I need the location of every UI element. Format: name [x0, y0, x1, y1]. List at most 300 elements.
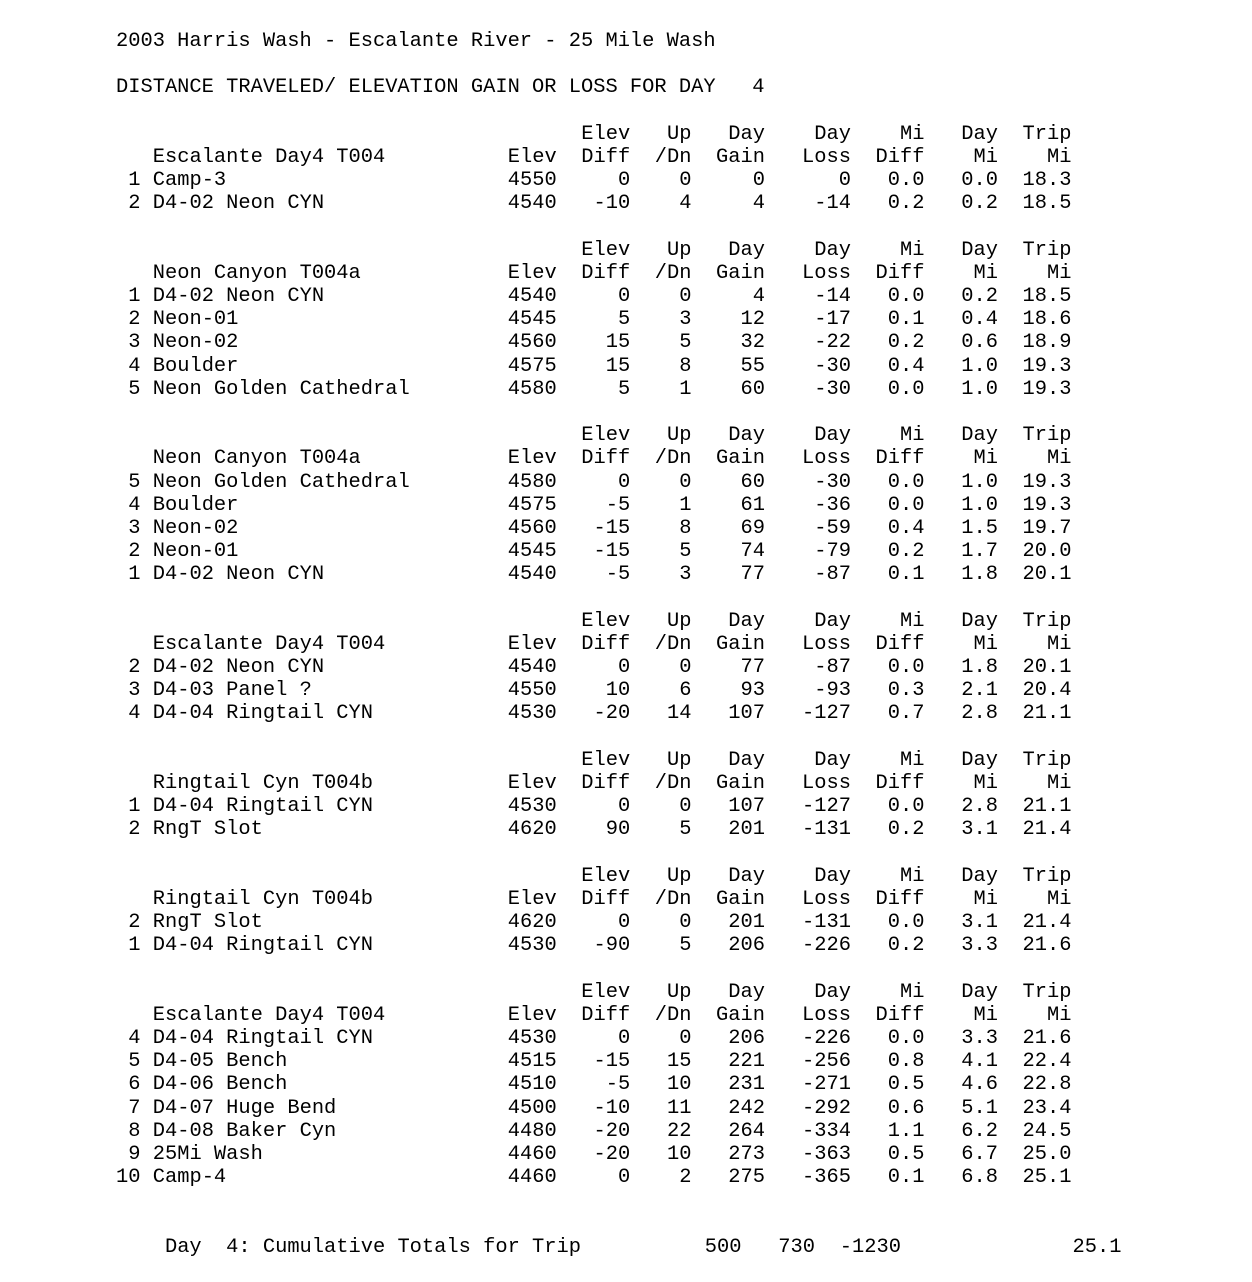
- row-trip-mi: 19.3: [1022, 493, 1072, 517]
- spacer: [116, 216, 1121, 239]
- header-bottom-label: Diff: [581, 145, 631, 169]
- table-row: [116, 517, 1121, 540]
- row-elev-diff: -20: [593, 702, 631, 726]
- header-bottom-label: Elev: [507, 145, 557, 169]
- row-day-mi: 1.7: [961, 540, 998, 564]
- row-mi-diff: 0.0: [887, 493, 925, 517]
- row-up-dn: 5: [679, 331, 692, 355]
- row-day-mi: 1.0: [961, 493, 998, 517]
- spacer: [116, 401, 1121, 424]
- row-trip-mi: 21.1: [1022, 795, 1072, 819]
- table-row: [116, 1027, 1121, 1050]
- row-trip-mi: 21.6: [1022, 1027, 1072, 1051]
- row-place: D4-04 Ringtail CYN: [152, 1027, 374, 1051]
- header-bottom-label: Diff: [581, 447, 631, 471]
- row-day-gain: 201: [728, 818, 765, 842]
- row-mi-diff: 0.1: [887, 1166, 925, 1190]
- header-top-label: Up: [667, 980, 692, 1004]
- row-day-loss: -256: [802, 1050, 851, 1074]
- row-day-gain: 60: [740, 377, 765, 401]
- section-name: Escalante Day4 T004: [152, 632, 386, 656]
- section-header-top: [116, 424, 1121, 447]
- row-mi-diff: 0.0: [887, 470, 925, 494]
- header-bottom-label: Gain: [716, 447, 765, 471]
- row-place: RngT Slot: [152, 818, 263, 842]
- row-elev-diff: -5: [605, 1073, 631, 1097]
- header-top-label: Trip: [1022, 980, 1072, 1004]
- row-elev: 4530: [507, 1027, 557, 1051]
- row-up-dn: 15: [667, 1050, 692, 1074]
- row-up-dn: 0: [679, 656, 692, 680]
- row-day-gain: 32: [740, 331, 765, 355]
- header-bottom-label: Diff: [875, 632, 925, 656]
- row-number: 4: [128, 1027, 141, 1051]
- row-elev-diff: 15: [605, 331, 631, 355]
- table-row: [116, 1050, 1121, 1073]
- row-elev-diff: -5: [605, 563, 631, 587]
- section-header-bottom: [116, 262, 1121, 285]
- totals-updn: 500: [704, 1235, 742, 1259]
- row-up-dn: 11: [667, 1096, 692, 1120]
- row-elev-diff: -10: [593, 1096, 631, 1120]
- row-trip-mi: 23.4: [1022, 1096, 1072, 1120]
- row-day-mi: 4.6: [961, 1073, 998, 1097]
- header-top-label: Day: [728, 864, 765, 888]
- row-number: 2: [128, 656, 141, 680]
- row-elev-diff: -20: [593, 1119, 631, 1143]
- row-place: Neon-01: [152, 308, 239, 332]
- table-row: [116, 795, 1121, 818]
- row-elev: 4530: [507, 934, 557, 958]
- row-up-dn: 0: [679, 470, 692, 494]
- row-day-loss: -14: [814, 285, 851, 309]
- row-place: D4-08 Baker Cyn: [152, 1119, 337, 1143]
- row-place: D4-02 Neon CYN: [152, 656, 325, 680]
- section-header-bottom: [116, 772, 1121, 795]
- row-day-gain: 4: [752, 192, 765, 216]
- row-day-mi: 1.0: [961, 470, 998, 494]
- row-up-dn: 1: [679, 377, 692, 401]
- row-up-dn: 3: [679, 308, 692, 332]
- row-elev: 4580: [507, 470, 557, 494]
- row-elev-diff: 0: [618, 911, 631, 935]
- header-bottom-label: Mi: [1047, 447, 1072, 471]
- table-row: [116, 1166, 1121, 1189]
- row-elev: 4530: [507, 795, 557, 819]
- row-day-loss: -30: [814, 354, 851, 378]
- row-elev-diff: 5: [618, 377, 631, 401]
- table-row: [116, 378, 1121, 401]
- row-up-dn: 4: [679, 192, 692, 216]
- row-number: 10: [116, 1166, 141, 1190]
- row-day-mi: 2.1: [961, 679, 998, 703]
- row-elev-diff: 0: [618, 285, 631, 309]
- row-day-loss: -22: [814, 331, 851, 355]
- row-day-mi: 1.8: [961, 563, 998, 587]
- header-top-label: Day: [814, 238, 851, 262]
- row-elev-diff: 5: [618, 308, 631, 332]
- row-place: D4-04 Ringtail CYN: [152, 795, 374, 819]
- row-elev: 4620: [507, 818, 557, 842]
- row-up-dn: 5: [679, 818, 692, 842]
- row-elev: 4545: [507, 540, 557, 564]
- row-elev-diff: 0: [618, 795, 631, 819]
- section: [116, 865, 1121, 981]
- row-elev-diff: 0: [618, 1027, 631, 1051]
- row-trip-mi: 19.7: [1022, 516, 1072, 540]
- row-day-loss: 0: [838, 169, 851, 193]
- header-bottom-label: Diff: [581, 887, 631, 911]
- row-day-gain: 55: [740, 354, 765, 378]
- row-day-mi: 4.1: [961, 1050, 998, 1074]
- row-elev: 4575: [507, 354, 557, 378]
- section: [116, 981, 1121, 1213]
- section-name: Ringtail Cyn T004b: [152, 772, 374, 795]
- header-bottom-label: Gain: [716, 772, 765, 795]
- row-mi-diff: 0.2: [887, 192, 925, 216]
- row-number: 4: [128, 354, 141, 378]
- header-top-label: Up: [667, 864, 692, 888]
- section: [116, 123, 1121, 239]
- row-place: Neon Golden Cathedral: [152, 377, 410, 401]
- row-mi-diff: 0.7: [887, 702, 925, 726]
- row-up-dn: 10: [667, 1073, 692, 1097]
- row-number: 9: [128, 1143, 141, 1166]
- header-bottom-label: Loss: [802, 1003, 851, 1027]
- row-day-mi: 6.2: [961, 1119, 998, 1143]
- table-row: [116, 540, 1121, 563]
- row-mi-diff: 0.0: [887, 377, 925, 401]
- row-number: 2: [128, 818, 141, 842]
- header-top-label: Day: [961, 424, 998, 448]
- row-day-mi: 0.2: [961, 285, 998, 309]
- section-header-bottom: [116, 1004, 1121, 1027]
- row-day-loss: -226: [802, 934, 851, 958]
- section-header-top: [116, 981, 1121, 1004]
- row-day-loss: -271: [802, 1073, 851, 1097]
- section-header-bottom: [116, 888, 1121, 911]
- row-elev-diff: -15: [593, 1050, 631, 1074]
- row-place: Neon Golden Cathedral: [152, 470, 410, 494]
- row-up-dn: 10: [667, 1143, 692, 1166]
- row-elev: 4575: [507, 493, 557, 517]
- totals-gain: 730: [778, 1235, 815, 1259]
- section: [116, 749, 1121, 865]
- row-elev-diff: -20: [593, 1143, 631, 1166]
- row-place: D4-02 Neon CYN: [152, 285, 325, 309]
- header-bottom-label: Diff: [875, 887, 925, 911]
- row-day-mi: 0.4: [961, 308, 998, 332]
- report: [116, 30, 1122, 1259]
- spacer: [116, 1189, 1121, 1212]
- header-top-label: Elev: [581, 609, 631, 633]
- header-bottom-label: Diff: [581, 772, 631, 795]
- row-elev: 4510: [507, 1073, 557, 1097]
- table-row: [116, 563, 1121, 586]
- row-day-gain: 264: [728, 1119, 765, 1143]
- row-mi-diff: 0.6: [887, 1096, 925, 1120]
- header-top-label: Mi: [900, 980, 925, 1004]
- row-number: 2: [128, 540, 141, 564]
- row-day-gain: 74: [740, 540, 765, 564]
- row-elev-diff: 0: [618, 656, 631, 680]
- row-mi-diff: 0.1: [887, 563, 925, 587]
- row-elev: 4540: [507, 285, 557, 309]
- row-up-dn: 8: [679, 354, 692, 378]
- header-bottom-label: Mi: [973, 632, 998, 656]
- spacer: [116, 842, 1121, 865]
- header-bottom-label: Elev: [507, 261, 557, 285]
- row-day-mi: 2.8: [961, 795, 998, 819]
- row-place: D4-03 Panel ?: [152, 679, 312, 703]
- header-bottom-label: Elev: [507, 1003, 557, 1027]
- table-row: [116, 1097, 1121, 1120]
- header-bottom-label: Loss: [802, 632, 851, 656]
- header-top-label: Up: [667, 748, 692, 772]
- header-top-label: Trip: [1022, 238, 1072, 262]
- row-elev: 4550: [507, 169, 557, 193]
- row-day-loss: -17: [814, 308, 851, 332]
- section-name: Neon Canyon T004a: [152, 261, 361, 285]
- header-top-label: Elev: [581, 122, 631, 146]
- table-row: [116, 308, 1121, 331]
- spacer: [116, 587, 1121, 610]
- row-day-gain: 107: [728, 702, 765, 726]
- row-place: Neon-01: [152, 540, 239, 564]
- row-up-dn: 2: [679, 1166, 692, 1190]
- header-bottom-label: Elev: [507, 887, 557, 911]
- row-day-mi: 3.1: [961, 911, 998, 935]
- row-trip-mi: 22.8: [1022, 1073, 1072, 1097]
- row-elev-diff: 0: [618, 470, 631, 494]
- row-up-dn: 0: [679, 169, 692, 193]
- row-number: 3: [128, 516, 141, 540]
- table-row: [116, 679, 1121, 702]
- row-elev-diff: -90: [593, 934, 631, 958]
- row-mi-diff: 0.0: [887, 1027, 925, 1051]
- header-top-label: Up: [667, 238, 692, 262]
- header-bottom-label: Gain: [716, 1003, 765, 1027]
- row-elev: 4560: [507, 331, 557, 355]
- row-trip-mi: 25.1: [1022, 1166, 1072, 1190]
- table-row: [116, 656, 1121, 679]
- header-bottom-label: Gain: [716, 632, 765, 656]
- row-elev: 4580: [507, 377, 557, 401]
- row-trip-mi: 20.4: [1022, 679, 1072, 703]
- header-top-label: Day: [961, 980, 998, 1004]
- header-top-label: Elev: [581, 864, 631, 888]
- table-row: [116, 1073, 1121, 1096]
- row-number: 2: [128, 192, 141, 216]
- row-number: 8: [128, 1119, 141, 1143]
- row-place: Camp-4: [152, 1166, 227, 1190]
- section-header-top: [116, 239, 1121, 262]
- row-elev: 4540: [507, 563, 557, 587]
- row-day-loss: -30: [814, 377, 851, 401]
- header-top-label: Day: [728, 748, 765, 772]
- row-trip-mi: 21.4: [1022, 911, 1072, 935]
- header-bottom-label: Mi: [1047, 145, 1072, 169]
- row-mi-diff: 0.5: [887, 1073, 925, 1097]
- header-bottom-label: Elev: [507, 772, 557, 795]
- header-bottom-label: Diff: [875, 772, 925, 795]
- header-top-label: Day: [728, 122, 765, 146]
- header-top-label: Trip: [1022, 122, 1072, 146]
- row-up-dn: 14: [667, 702, 692, 726]
- row-elev: 4515: [507, 1050, 557, 1074]
- row-day-loss: -334: [802, 1119, 851, 1143]
- header-top-label: Day: [814, 748, 851, 772]
- header-top-label: Mi: [900, 122, 925, 146]
- totals-trip-mi: 25.1: [1072, 1235, 1122, 1259]
- row-elev-diff: 90: [605, 818, 631, 842]
- header-top-label: Elev: [581, 238, 631, 262]
- header-top-label: Trip: [1022, 424, 1072, 448]
- row-mi-diff: 0.2: [887, 934, 925, 958]
- row-elev: 4540: [507, 192, 557, 216]
- table-row: [116, 471, 1121, 494]
- row-up-dn: 6: [679, 679, 692, 703]
- row-trip-mi: 18.5: [1022, 285, 1072, 309]
- row-day-gain: 61: [740, 493, 765, 517]
- row-mi-diff: 0.8: [887, 1050, 925, 1074]
- header-top-label: Day: [728, 609, 765, 633]
- spacer: [116, 53, 1121, 76]
- row-trip-mi: 22.4: [1022, 1050, 1072, 1074]
- row-trip-mi: 25.0: [1022, 1143, 1072, 1166]
- section: [116, 239, 1121, 425]
- header-bottom-label: Elev: [507, 632, 557, 656]
- header-bottom-label: Mi: [1047, 261, 1072, 285]
- row-number: 2: [128, 911, 141, 935]
- sections-container: [116, 123, 1121, 1213]
- header-bottom-label: Loss: [802, 447, 851, 471]
- header-top-label: Day: [814, 122, 851, 146]
- header-top-label: Trip: [1022, 748, 1072, 772]
- row-trip-mi: 21.4: [1022, 818, 1072, 842]
- row-mi-diff: 0.0: [887, 169, 925, 193]
- row-day-gain: 0: [752, 169, 765, 193]
- header-top-label: Up: [667, 609, 692, 633]
- header-bottom-label: Diff: [581, 632, 631, 656]
- row-number: 1: [128, 169, 141, 193]
- header-bottom-label: /Dn: [654, 887, 692, 911]
- section-name: Neon Canyon T004a: [152, 447, 361, 471]
- row-day-mi: 6.8: [961, 1166, 998, 1190]
- section-header-bottom: [116, 146, 1121, 169]
- row-mi-diff: 0.2: [887, 540, 925, 564]
- table-row: [116, 355, 1121, 378]
- header-bottom-label: Mi: [973, 261, 998, 285]
- row-place: D4-06 Bench: [152, 1073, 288, 1097]
- spacer: [116, 958, 1121, 981]
- row-day-gain: 273: [728, 1143, 765, 1166]
- table-row: [116, 818, 1121, 841]
- row-number: 5: [128, 470, 141, 494]
- table-row: [116, 494, 1121, 517]
- row-mi-diff: 0.4: [887, 516, 925, 540]
- report-subtitle: DISTANCE TRAVELED/ ELEVATION GAIN OR LOSS FOR DAY 4: [116, 76, 765, 100]
- row-day-gain: 231: [728, 1073, 765, 1097]
- row-elev-diff: -15: [593, 540, 631, 564]
- row-day-gain: 221: [728, 1050, 765, 1074]
- row-number: 1: [128, 285, 141, 309]
- row-day-mi: 1.5: [961, 516, 998, 540]
- row-trip-mi: 20.0: [1022, 540, 1072, 564]
- header-top-label: Day: [728, 424, 765, 448]
- row-place: Camp-3: [152, 169, 227, 193]
- row-day-gain: 60: [740, 470, 765, 494]
- row-up-dn: 0: [679, 795, 692, 819]
- row-day-loss: -14: [814, 192, 851, 216]
- row-day-mi: 2.8: [961, 702, 998, 726]
- row-trip-mi: 21.6: [1022, 934, 1072, 958]
- header-bottom-label: Mi: [973, 1003, 998, 1027]
- row-elev: 4550: [507, 679, 557, 703]
- row-elev-diff: 15: [605, 354, 631, 378]
- row-number: 3: [128, 331, 141, 355]
- row-mi-diff: 0.0: [887, 911, 925, 935]
- row-day-loss: -127: [802, 795, 851, 819]
- header-top-label: Up: [667, 122, 692, 146]
- header-bottom-label: Loss: [802, 887, 851, 911]
- row-day-mi: 3.3: [961, 934, 998, 958]
- row-mi-diff: 0.2: [887, 818, 925, 842]
- row-elev: 4480: [507, 1119, 557, 1143]
- row-elev: 4545: [507, 308, 557, 332]
- section-header-bottom: [116, 633, 1121, 656]
- header-bottom-label: Loss: [802, 261, 851, 285]
- table-row: [116, 911, 1121, 934]
- header-top-label: Day: [814, 980, 851, 1004]
- row-day-mi: 1.8: [961, 656, 998, 680]
- row-day-mi: 5.1: [961, 1096, 998, 1120]
- row-day-gain: 77: [740, 656, 765, 680]
- row-up-dn: 0: [679, 911, 692, 935]
- header-bottom-label: Mi: [973, 772, 998, 795]
- header-top-label: Trip: [1022, 609, 1072, 633]
- row-elev: 4620: [507, 911, 557, 935]
- section: [116, 424, 1121, 610]
- report-title: 2003 Harris Wash - Escalante River - 25 Mile Wash: [116, 30, 716, 53]
- row-elev-diff: -15: [593, 516, 631, 540]
- row-up-dn: 0: [679, 1027, 692, 1051]
- row-up-dn: 8: [679, 516, 692, 540]
- header-bottom-label: /Dn: [654, 261, 692, 285]
- table-row: [116, 702, 1121, 725]
- row-place: Neon-02: [152, 516, 239, 540]
- row-day-loss: -93: [814, 679, 851, 703]
- header-bottom-label: Mi: [973, 887, 998, 911]
- row-elev: 4460: [507, 1166, 557, 1190]
- row-mi-diff: 0.4: [887, 354, 925, 378]
- header-bottom-label: Mi: [1047, 772, 1072, 795]
- row-day-loss: -131: [802, 818, 851, 842]
- header-top-label: Up: [667, 424, 692, 448]
- row-trip-mi: 24.5: [1022, 1119, 1072, 1143]
- row-mi-diff: 0.0: [887, 656, 925, 680]
- header-bottom-label: Gain: [716, 145, 765, 169]
- header-bottom-label: /Dn: [654, 447, 692, 471]
- row-day-gain: 69: [740, 516, 765, 540]
- header-bottom-label: Mi: [1047, 632, 1072, 656]
- header-top-label: Day: [728, 980, 765, 1004]
- row-day-gain: 201: [728, 911, 765, 935]
- row-day-mi: 3.3: [961, 1027, 998, 1051]
- row-number: 1: [128, 934, 141, 958]
- row-day-loss: -127: [802, 702, 851, 726]
- row-day-loss: -365: [802, 1166, 851, 1190]
